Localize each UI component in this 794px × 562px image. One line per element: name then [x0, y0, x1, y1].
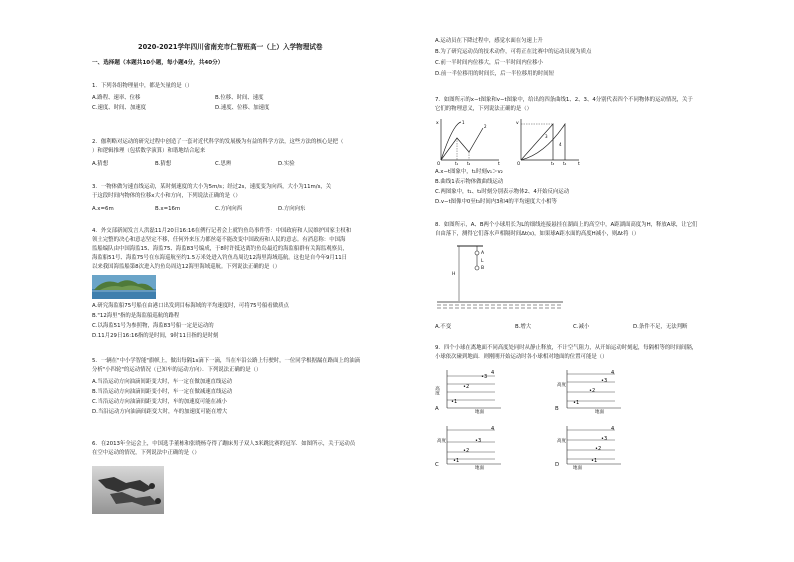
svg-text:4: 4	[491, 426, 495, 432]
vt-tick-t3: t₃	[551, 161, 555, 166]
q8-option-a: A.不变	[435, 324, 452, 330]
q8-line1: 8．如图所示，A、B两个小球用长为L的细线连接悬挂在湖面上的高空中，A距湖面高度为H，释放A球，让它们	[435, 222, 698, 228]
q1-option-b: B.位移、时间、速度	[215, 95, 264, 101]
q2-option-d: D.实验	[278, 161, 295, 167]
vt-line-label-4: 4	[559, 142, 562, 147]
vt-xlabel: t	[578, 162, 580, 166]
q9-option-b-diagram	[555, 368, 625, 414]
svg-text:•2: •2	[595, 446, 602, 452]
q5-option-a: A.当沿运动方向油滴间距变大时，车一定在做加速直线运动	[92, 379, 233, 385]
q2-stem-cont: ）和逻辑推理（包括数学演算）和谐地结合起来	[92, 148, 206, 154]
q5-option-c: C.当沿运动方向油滴间距变大时，车的加速度可能在减小	[92, 399, 227, 405]
fig-label-h: H	[452, 272, 456, 277]
xt-tick-t1: t₁	[455, 161, 459, 166]
q7-line2: 它们的物理意义，下列说法正确的是（）	[435, 106, 533, 112]
q2-stem: 2．伽利略对运动的研究过程中创造了一套对近代科学的发展极为有益的科学方法，这些方法的核心是把（	[92, 139, 344, 145]
svg-text:4: 4	[491, 370, 495, 376]
q8-option-c: C.减小	[573, 324, 590, 330]
xt-graph	[435, 116, 505, 166]
q3-option-b: B.x=16m	[155, 206, 181, 212]
q7-option-d: D.v−t图像中0至t₃时间内3和4的平均速度大小相等	[435, 199, 557, 205]
svg-text:•2: •2	[463, 448, 470, 454]
svg-text:•1: •1	[451, 399, 458, 405]
svg-text:•3: •3	[601, 378, 608, 384]
q4-line4: 海监船51号、海监75号在东海巡航至约1.5万米处进入钓鱼岛周边12海里海域巡航。这也是自今年9月11日	[92, 255, 348, 261]
vt-origin: O	[517, 161, 521, 166]
q5-option-b: B.当沿运动方向油滴间距变小时，车一定在做减速直线运动	[92, 389, 233, 395]
q5-option-d: D.当沿运动方向油滴间距变大时，车的加速度可能在增大	[92, 409, 228, 415]
q1-option-a: A.路程、速率、位移	[92, 95, 141, 101]
xt-line-label-2: 2	[484, 124, 487, 129]
q4-line1: 4．外交部新闻发言人洪磊11月20日16:16在例行记者会上就钓鱼岛事件答：中国政府和人民维护国家主权和	[92, 228, 352, 234]
q4-option-d: D.11月29日16:16指的是时间，9时11日指的是时刻	[92, 333, 219, 339]
q9-option-a-label: A	[435, 406, 439, 412]
vt-graph	[515, 116, 585, 166]
section-heading: 一、选择题（本题共10小题，每小题4分，共40分）	[92, 60, 224, 66]
q9-option-d-label: D	[555, 462, 560, 468]
svg-text:•3: •3	[481, 374, 488, 380]
q4-option-b: B."12海里"指的是海监船巡航的路程	[92, 313, 180, 319]
svg-text:•3: •3	[475, 438, 482, 444]
q6-option-a: A.运动员在下降过程中，感觉水面在匀速上升	[435, 38, 543, 44]
xt-origin: O	[437, 161, 441, 166]
island-photo	[92, 275, 156, 299]
hanging-balls-figure	[435, 239, 565, 311]
xt-line-label-1: 1	[462, 120, 465, 125]
q5-line1: 5．一辆在"中小学智能"旗帜上，做出每隔1s滴下一滴，当在车沿公路上行驶时，一位同学根据漏在路面上的油滴	[92, 358, 360, 364]
q9-line1: 9．四个小球在离地面不同高度处同时从静止释放，不计空气阻力，从开始运动时刻起，每隔相等的时间间隔，	[435, 345, 698, 351]
fig-label-l: L	[481, 259, 484, 264]
q4-line3: 监船编队由中国海监15、海监75、海监83号编成，于8时许抵达离钓鱼岛最近的海监船群有关海监观察员，	[92, 246, 348, 252]
q6-option-c: C.前一半时间内位移大，后一半时间内位移小	[435, 60, 543, 66]
q1-stem: 1．下列各组物理量中，都是矢量的是（）	[92, 83, 193, 89]
fig-label-b: B	[481, 266, 485, 271]
q9-c-height-label: 高度	[437, 439, 446, 444]
svg-text:•1: •1	[573, 400, 580, 406]
q6-option-d: D.前一半位移用的时间长，后一半位移用的时间短	[435, 71, 555, 77]
q2-option-c: C.思辨	[215, 161, 232, 167]
svg-text:4: 4	[611, 370, 615, 376]
q4-line2: 领土完整的决心和意志坚定不移，任何外来压力都丝毫不能改变中国政府和人民的意志。有消息称：中国海	[92, 237, 346, 243]
q9-option-c-label: C	[435, 462, 439, 468]
q9-b-height-label: 高度	[557, 383, 566, 388]
svg-text:•2: •2	[463, 384, 470, 390]
q8-option-b: B.增大	[515, 324, 532, 330]
q1-option-d: D.速度、位移、加速度	[215, 105, 270, 111]
q3-stem: 3．一物体做匀速直线运动，某时刻速度的大小为5m/s；经过2s，速度变为向西，大小为11m/s，关	[92, 184, 332, 190]
svg-text:•2: •2	[589, 388, 596, 394]
q3-option-a: A.x=6m	[92, 206, 114, 212]
q3-option-d: D.方向向东	[278, 206, 306, 212]
q6-line1: 6．在2013年全运会上，中国选手董栋和张晓杨夺得了蹦床男子双人3米跳比赛的冠军．如图所示，关于运动员	[92, 441, 356, 447]
vt-line-label-3: 3	[545, 134, 548, 139]
q4-option-a: A.研究海监船75号船在由港口出发到目标海域的平均速度时，可将75号船看做质点	[92, 303, 289, 309]
fig-label-a: A	[481, 251, 485, 256]
vt-tick-t4: t₄	[563, 161, 567, 166]
q9-option-a-diagram	[435, 368, 505, 414]
q7-option-c: C.两图象中，t₁、t₂时刻分别表示物体2、4开始反向运动	[435, 189, 570, 195]
svg-text:4: 4	[611, 426, 615, 432]
q3-stem-cont: 于这段时间内物体的位移x大小和方向，下列说法正确的是（）	[92, 193, 241, 199]
q7-option-b: B.曲线1表示物体做曲线运动	[435, 179, 504, 185]
divers-photo	[92, 466, 164, 514]
q9-a-height-label: 高度	[435, 386, 440, 395]
q2-option-a: A.猜想	[92, 161, 109, 167]
q9-option-c-diagram	[435, 424, 505, 470]
q5-line2: 分析"小四轮"的运动情况（已知车的运动方向）．下列说法正确的是（）	[92, 367, 262, 373]
svg-text:•1: •1	[591, 458, 598, 464]
q9-a-ground-label: 地面	[475, 410, 484, 414]
vt-ylabel: v	[516, 121, 519, 126]
q9-option-b-label: B	[555, 406, 559, 412]
svg-text:•1: •1	[453, 458, 460, 464]
q9-line2: 小球依次碰到地面．则刚刚开始运动时各小球相对地面的位置可能是（）	[435, 354, 608, 360]
q7-line1: 7．如图所示的x−t图象和v−t图象中，给出的四条曲线1、2、3、4分别代表四个不同物体的运动情况，关于	[435, 97, 693, 103]
xt-tick-t2: t₂	[467, 161, 471, 166]
q7-option-a: A.x−t图象中，t₁时刻v₁＞v₂	[435, 169, 503, 175]
q8-option-d: D.条件不足，无法判断	[633, 324, 688, 330]
xt-xlabel: t	[498, 162, 500, 166]
q1-option-c: C.速度、时间、加速度	[92, 105, 146, 111]
q2-option-b: B.猜想	[155, 161, 172, 167]
q4-line5: 以来我国海监船第8次进入钓鱼岛周边12海里海域巡航。下列说法正确的是（）	[92, 264, 281, 270]
q6-line2: 在空中运动的情况，下列说法中正确的是（）	[92, 450, 200, 456]
svg-text:•3: •3	[601, 436, 608, 442]
q9-d-ground-label: 地面	[573, 466, 582, 470]
q4-option-c: C.以海监51号为参照物，海监83号船一定是运动的	[92, 323, 214, 329]
q9-b-ground-label: 地面	[595, 410, 604, 414]
q6-option-b: B.为了研究运动员的技术动作，可将正在比赛中的运动员视为质点	[435, 49, 592, 55]
q9-d-height-label: 高度	[557, 439, 566, 444]
q3-option-c: C.方向向西	[215, 206, 243, 212]
exam-title: 2020-2021学年四川省南充市仁智班高一（上）入学物理试卷	[138, 43, 323, 51]
q8-line2: 自由落下，测得它们落水声相隔时间Δt(s)，如果球A距水面的高度H减小，则Δt将（）	[435, 231, 640, 237]
q9-c-ground-label: 地面	[475, 466, 484, 470]
q9-option-d-diagram	[555, 424, 625, 470]
xt-ylabel: x	[436, 121, 439, 126]
